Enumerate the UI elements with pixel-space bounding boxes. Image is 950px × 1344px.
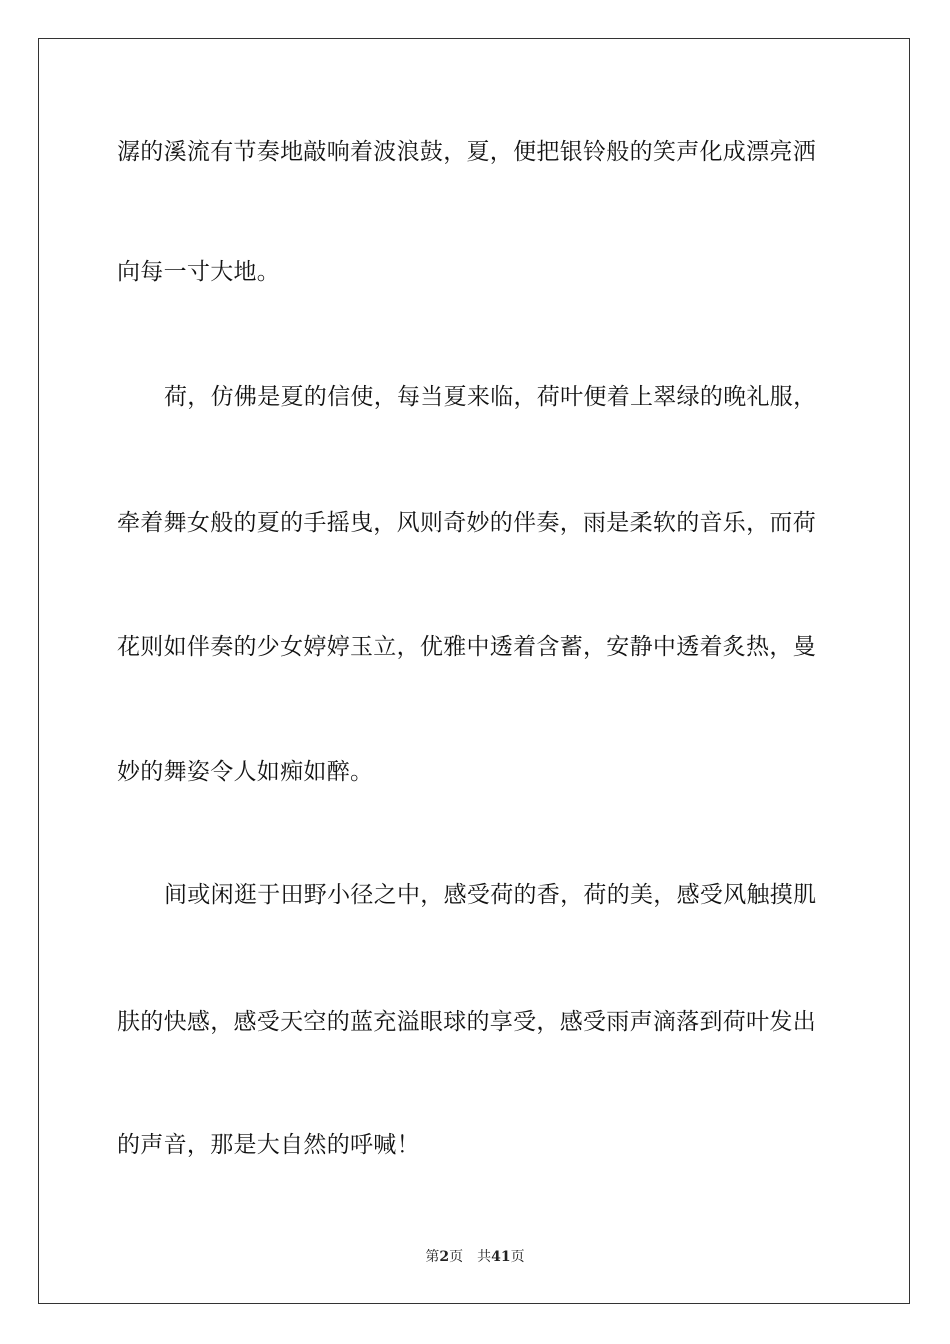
page-footer <box>0 1248 950 1266</box>
page-suffix: 页 <box>449 1249 464 1265</box>
total-prefix: 共 <box>477 1249 492 1265</box>
body-line: 肤的快感，感受天空的蓝充溢眼球的享受，感受雨声滴落到荷叶发出 <box>117 1009 816 1035</box>
body-line: 向每一寸大地。 <box>117 259 281 285</box>
body-line: 间或闲逛于田野小径之中，感受荷的香，荷的美，感受风触摸肌 <box>164 882 817 908</box>
body-line: 潺的溪流有节奏地敲响着波浪鼓，夏，便把银铃般的笑声化成漂亮洒 <box>117 139 816 165</box>
page-number: 2 <box>439 1249 450 1265</box>
body-line: 妙的舞姿令人如痴如醉。 <box>117 759 374 785</box>
total-pages: 41 <box>491 1249 511 1265</box>
page-prefix: 第 <box>425 1249 440 1265</box>
body-line: 的声音，那是大自然的呼喊！ <box>117 1132 420 1158</box>
body-line: 荷，仿佛是夏的信使，每当夏来临，荷叶便着上翠绿的晚礼服， <box>164 384 817 410</box>
page-frame <box>38 38 910 1304</box>
body-line: 牵着舞女般的夏的手摇曳，风则奇妙的伴奏，雨是柔软的音乐，而荷 <box>117 510 816 536</box>
total-suffix: 页 <box>510 1249 525 1265</box>
body-line: 花则如伴奏的少女婷婷玉立，优雅中透着含蓄，安静中透着炙热，曼 <box>117 634 816 660</box>
